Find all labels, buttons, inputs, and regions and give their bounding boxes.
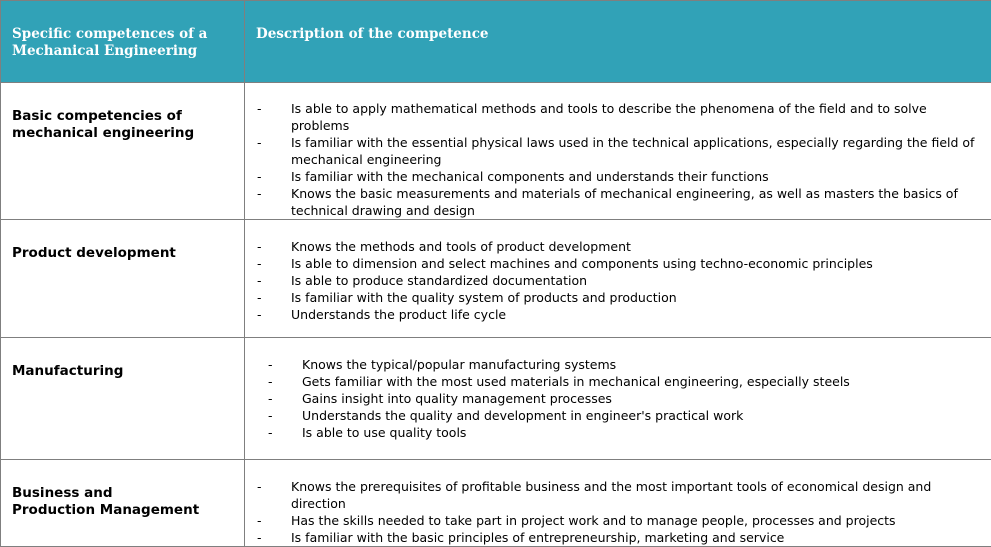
competence-area-label: Product development [1,220,244,262]
list-item-text: Is familiar with the quality system of products and production [291,290,677,305]
competence-area-label: Business and Production Management [1,460,244,519]
bullet-dash: - [268,407,273,424]
competence-description-cell [245,460,991,547]
competence-area-label: Manufacturing [1,338,244,380]
list-item-text: Knows the basic measurements and materials of mechanical engineering, as well as masters the basics of technical drawing and design [291,186,958,218]
competence-list [245,460,991,546]
list-item [245,512,983,529]
bullet-dash: - [257,134,262,151]
list-item-text: Knows the methods and tools of product development [291,239,631,254]
list-item-text: Has the skills needed to take part in project work and to manage people, processes and projects [291,513,896,528]
competence-area-label: Basic competencies of mechanical engineering [1,83,244,142]
list-item [245,134,983,168]
list-item [245,185,983,219]
bullet-dash: - [268,390,273,407]
bullet-dash: - [257,478,262,495]
bullet-dash: - [257,529,262,546]
list-item-text: Understands the quality and development in engineer's practical work [302,408,743,423]
list-item-text: Is familiar with the mechanical components and understands their functions [291,169,769,184]
list-item-text: Is able to use quality tools [302,425,466,440]
list-item-text: Is familiar with the essential physical laws used in the technical applications, especially regarding the field of mechanical engineering [291,135,974,167]
list-item-text: Knows the prerequisites of profitable business and the most important tools of economical design and direction [291,479,931,511]
bullet-dash: - [257,168,262,185]
list-item [245,529,983,546]
competence-description-cell [245,220,991,338]
bullet-dash: - [268,424,273,441]
list-item [245,168,983,185]
list-item [245,255,983,272]
competence-list [245,83,991,219]
bullet-dash: - [268,373,273,390]
list-item [245,238,983,255]
competence-area-cell [1,83,245,220]
competence-list [245,220,991,323]
header-competences-label: Specific competences of a Mechanical Engineering [1,1,244,60]
list-item [245,289,983,306]
list-item [245,100,983,134]
table-row [1,460,991,547]
table-row [1,220,991,338]
list-item [245,424,983,441]
bullet-dash: - [268,356,273,373]
bullet-dash: - [257,100,262,117]
list-item-text: Is familiar with the basic principles of entrepreneurship, marketing and service [291,530,784,545]
bullet-dash: - [257,306,262,323]
bullet-dash: - [257,255,262,272]
list-item-text: Is able to produce standardized documentation [291,273,587,288]
list-item [245,407,983,424]
table-row [1,338,991,460]
list-item [245,373,983,390]
bullet-dash: - [257,185,262,202]
table-row [1,83,991,220]
list-item-text: Knows the typical/popular manufacturing systems [302,357,616,372]
header-competences [1,1,245,83]
bullet-dash: - [257,238,262,255]
header-description-label: Description of the competence [245,1,991,43]
list-item [245,478,983,512]
bullet-dash: - [257,512,262,529]
list-item [245,390,983,407]
competence-area-cell [1,338,245,460]
competence-description-cell [245,338,991,460]
list-item [245,306,983,323]
competence-area-cell [1,220,245,338]
competence-area-cell [1,460,245,547]
bullet-dash: - [257,289,262,306]
table-header-row [1,1,991,83]
list-item [245,356,983,373]
list-item-text: Is able to apply mathematical methods and tools to describe the phenomena of the field and to solve problems [291,101,927,133]
list-item-text: Gets familiar with the most used materials in mechanical engineering, especially steels [302,374,850,389]
list-item-text: Is able to dimension and select machines and components using techno-economic principles [291,256,873,271]
list-item-text: Gains insight into quality management processes [302,391,612,406]
header-description [245,1,991,83]
list-item-text: Understands the product life cycle [291,307,506,322]
competence-description-cell [245,83,991,220]
bullet-dash: - [257,272,262,289]
list-item [245,272,983,289]
competence-list [245,338,991,441]
